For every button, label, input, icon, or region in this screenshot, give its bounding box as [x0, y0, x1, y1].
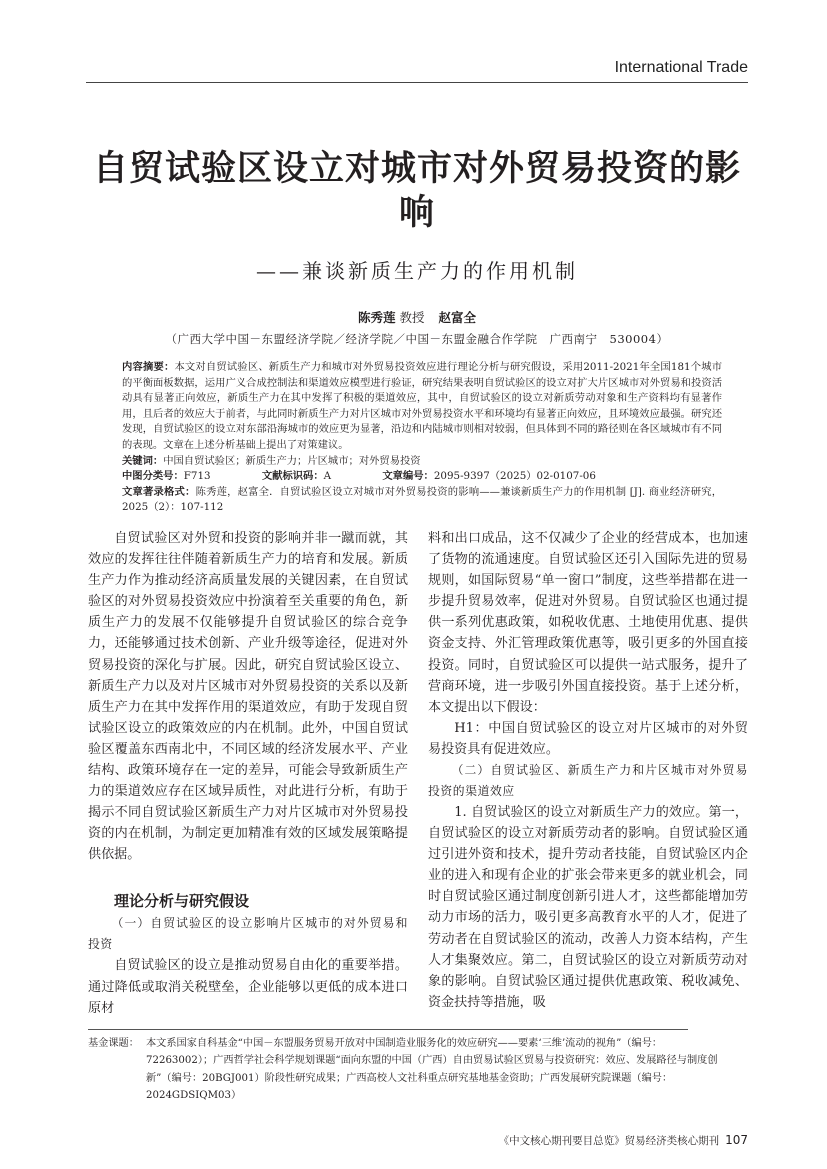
doc-code-label: 文献标识码：	[261, 470, 324, 483]
left-column	[88, 528, 408, 1019]
author-name: 赵富全	[438, 310, 477, 325]
paragraph: 自贸试验区的设立是推动贸易自由化的重要举措。通过降低或取消关税壁垒，企业能够以更低的成本进口原材	[88, 958, 408, 1016]
right-column	[428, 528, 748, 1019]
clc-value: F713	[183, 470, 211, 483]
keywords-label: 关键词：	[122, 454, 164, 467]
footnote-label: 基金课题：	[88, 1037, 139, 1049]
article-title: 自贸试验区设立对城市对外贸易投资的影响	[92, 148, 741, 233]
section-heading: 理论分析与研究假设	[114, 892, 250, 911]
citation-text: 陈秀莲，赵富全．自贸试验区设立对城市对外贸易投资的影响——兼谈新质生产力的作用机制 [J]. 商业经济研究，2025（2）：107-112	[122, 485, 723, 514]
subsection-heading: （一）自贸试验区的设立影响片区城市的对外贸易和投资	[88, 916, 408, 952]
article-no-value: 2095-9397（2025）02-0107-06	[433, 470, 596, 483]
footnote	[88, 1035, 728, 1105]
body-columns	[88, 528, 748, 1019]
paragraph: 1. 自贸试验区的设立对新质生产力的效应。第一，自贸试验区的设立对新质劳动者的影响。自贸试验区通过引进外资和技术，提升劳动者技能，自贸试验区内企业的进入和现有企业的扩张会带来更多的就业机会，同时自贸试验区通过制度创新引进人才，这些都能增加劳动力市场的活力，吸引更多高教育水平的人才，促进了劳动者在自贸试验区的流动，改善人力资本结构，产生人才集聚效应。第二，自贸试验区的设立对新质劳动对象的影响。自贸试验区通过提供优惠政策、税收减免、资金扶持等措施，吸	[428, 804, 748, 1010]
doc-code-value: A	[323, 470, 332, 483]
subsection-heading: （二）自贸试验区、新质生产力和片区城市对外贸易投资的渠道效应	[428, 762, 748, 798]
clc-label: 中图分类号：	[122, 470, 184, 483]
footnote-rule	[88, 1029, 688, 1030]
page-number: 107	[725, 1133, 748, 1147]
author-title: 教授	[399, 310, 425, 325]
keywords-text: 中国自贸试验区；新质生产力；片区城市；对外贸易投资	[163, 454, 421, 467]
affiliation: （广西大学中国－东盟经济学院／经济学院／中国－东盟金融合作学院 广西南宁 530004）	[165, 332, 669, 346]
running-head: International Trade	[614, 59, 748, 76]
author-name: 陈秀莲	[357, 310, 396, 325]
abstract-block	[122, 360, 722, 516]
page-footer	[86, 1120, 748, 1149]
journal-note: 《中文核心期刊要目总览》贸易经济类核心期刊	[498, 1135, 720, 1147]
hypothesis: H1：中国自贸试验区的设立对片区城市的对外贸易投资具有促进效应。	[428, 720, 748, 757]
footnote-text: 本文系国家自科基金“中国－东盟服务贸易开放对中国制造业服务化的效应研究——要素‘三维’流动的视角”（编号：72263002）；广西哲学社会科学规划课题“面向东盟的中国（广西）自由贸易试验区贸易与投资研究：效应、发展路径与制度创新”（编号：20BGJ001）阶段性研究成果；广西高校人文社科重点研究基地基金资助；广西发展研究院课题（编号：2024GDSIQM03）	[146, 1037, 718, 1102]
paragraph: 料和出口成品，这不仅减少了企业的经营成本，也加速了货物的流通速度。自贸试验区还引入国际先进的贸易规则，如国际贸易“单一窗口”制度，这些举措都在进一步提升贸易效率，促进对外贸易。自贸试验区也通过提供一系列优惠政策，如税收优惠、土地使用优惠、提供资金支持、外汇管理政策优惠等，吸引更多的外国直接投资。同时，自贸试验区可以提供一站式服务，提升了营商环境，进一步吸引外国直接投资。基于上述分析，本文提出以下假设：	[428, 530, 748, 715]
article-subtitle: ——兼谈新质生产力的作用机制	[256, 259, 578, 283]
citation-label: 文章著录格式：	[122, 485, 196, 498]
abstract-text: 本文对自贸试验区、新质生产力和城市对外贸易投资效应进行理论分析与研究假设，采用2011-2021年全国181个城市的平衡面板数据，运用广义合成控制法和渠道效应模型进行验证，研究结果表明自贸试验区的设立对扩大片区城市对外贸易和投资活动具有显著正向效应，新质生产力在其中发挥了积极的渠道效应，其中，自贸试验区的设立对新质劳动对象和生产资料均有显著作用，且后者的效应大于前者，与此同时新质生产力对片区城市对外贸易投资水平和环境均有显著正向效应，且环境效应最强。研究还发现，自贸试验区的设立对东部沿海城市的效应更为显著，沿边和内陆城市则相对较弱，但具体到不同的路径则在各区域城市有不同的表现。文章在上述分析基础上提出了对策建议。	[122, 361, 723, 451]
paragraph: 自贸试验区对外贸和投资的影响并非一蹴而就，其效应的发挥往往伴随着新质生产力的培育和发展。新质生产力作为推动经济高质量发展的关键因素，在自贸试验区的对外贸易投资效应中扮演着至关重要的角色，新质生产力的发展不仅能够提升自贸试验区的综合竞争力，还能够通过技术创新、产业升级等途径，促进对外贸易投资的深化与扩展。因此，研究自贸试验区设立、新质生产力以及对片区城市对外贸易投资的关系以及新质生产力在其中发挥作用的渠道效应，有助于发现自贸试验区设立的政策效应的内在机制。此外，中国自贸试验区覆盖东西南北中，不同区域的经济发展水平、产业结构、政策环境存在一定的差异，可能会导致新质生产力的渠道效应存在区域异质性，对此进行分析，有助于揭示不同自贸试验区新质生产力对片区城市对外贸易投资的内在机制，为制定更加精准有效的区域发展策略提供依据。	[88, 530, 408, 863]
citation	[122, 485, 722, 516]
abstract-label: 内容摘要：	[122, 361, 175, 373]
keywords	[122, 454, 722, 470]
abstract	[122, 360, 722, 454]
authors	[86, 309, 748, 327]
header-rule	[86, 82, 748, 83]
article-no-label: 文章编号：	[382, 470, 434, 483]
classification-row	[122, 469, 722, 485]
